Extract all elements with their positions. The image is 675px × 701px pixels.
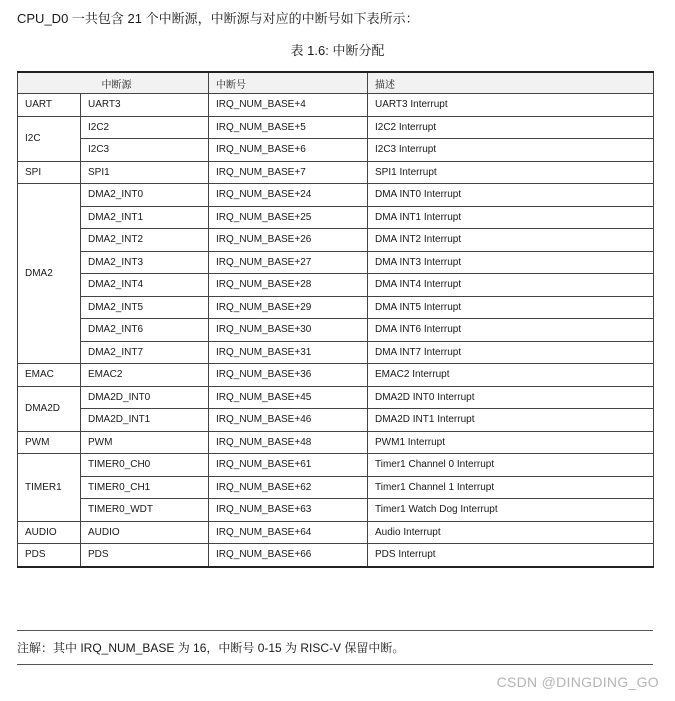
note-top-rule — [17, 630, 653, 631]
table-row — [18, 251, 654, 274]
table-header-row — [18, 72, 654, 94]
table-row — [18, 431, 654, 454]
irq-number-cell: IRQ_NUM_BASE+31 — [209, 341, 368, 364]
table-row — [18, 229, 654, 252]
source-cell: DMA2_INT2 — [81, 229, 209, 252]
source-cell: DMA2_INT3 — [81, 251, 209, 274]
group-cell: I2C — [18, 116, 81, 161]
description-cell: DMA2D INT0 Interrupt — [368, 386, 654, 409]
description-cell: Audio Interrupt — [368, 521, 654, 544]
group-cell: DMA2 — [18, 184, 81, 364]
description-cell: Timer1 Channel 1 Interrupt — [368, 476, 654, 499]
irq-number-cell: IRQ_NUM_BASE+64 — [209, 521, 368, 544]
irq-number-cell: IRQ_NUM_BASE+6 — [209, 139, 368, 162]
source-cell: DMA2_INT0 — [81, 184, 209, 207]
intro-text: CPU_D0 一共包含 21 个中断源，中断源与对应的中断号如下表所示： — [17, 11, 419, 26]
table-row — [18, 184, 654, 207]
header-source: 中断源 — [18, 72, 209, 94]
description-cell: DMA INT1 Interrupt — [368, 206, 654, 229]
description-cell: DMA INT4 Interrupt — [368, 274, 654, 297]
description-cell: Timer1 Channel 0 Interrupt — [368, 454, 654, 477]
table-row — [18, 94, 654, 117]
source-cell: TIMER0_CH1 — [81, 476, 209, 499]
table-row — [18, 139, 654, 162]
table-row — [18, 274, 654, 297]
table-row — [18, 206, 654, 229]
irq-number-cell: IRQ_NUM_BASE+7 — [209, 161, 368, 184]
irq-number-cell: IRQ_NUM_BASE+61 — [209, 454, 368, 477]
source-cell: DMA2_INT6 — [81, 319, 209, 342]
header-description: 描述 — [368, 72, 654, 94]
irq-number-cell: IRQ_NUM_BASE+46 — [209, 409, 368, 432]
table-body — [18, 94, 654, 567]
group-cell: PDS — [18, 544, 81, 567]
source-cell: SPI1 — [81, 161, 209, 184]
source-cell: DMA2_INT4 — [81, 274, 209, 297]
description-cell: UART3 Interrupt — [368, 94, 654, 117]
table-row — [18, 341, 654, 364]
header-number: 中断号 — [209, 72, 368, 94]
irq-number-cell: IRQ_NUM_BASE+24 — [209, 184, 368, 207]
irq-number-cell: IRQ_NUM_BASE+63 — [209, 499, 368, 522]
source-cell: TIMER0_CH0 — [81, 454, 209, 477]
irq-number-cell: IRQ_NUM_BASE+29 — [209, 296, 368, 319]
description-cell: DMA INT3 Interrupt — [368, 251, 654, 274]
description-cell: DMA INT7 Interrupt — [368, 341, 654, 364]
source-cell: DMA2D_INT0 — [81, 386, 209, 409]
table-row — [18, 161, 654, 184]
irq-number-cell: IRQ_NUM_BASE+5 — [209, 116, 368, 139]
table-row — [18, 386, 654, 409]
description-cell: Timer1 Watch Dog Interrupt — [368, 499, 654, 522]
description-cell: DMA2D INT1 Interrupt — [368, 409, 654, 432]
description-cell: DMA INT5 Interrupt — [368, 296, 654, 319]
group-cell: AUDIO — [18, 521, 81, 544]
description-cell: SPI1 Interrupt — [368, 161, 654, 184]
irq-number-cell: IRQ_NUM_BASE+26 — [209, 229, 368, 252]
irq-number-cell: IRQ_NUM_BASE+4 — [209, 94, 368, 117]
group-cell: EMAC — [18, 364, 81, 387]
source-cell: I2C3 — [81, 139, 209, 162]
irq-number-cell: IRQ_NUM_BASE+30 — [209, 319, 368, 342]
description-cell: PWM1 Interrupt — [368, 431, 654, 454]
irq-number-cell: IRQ_NUM_BASE+48 — [209, 431, 368, 454]
source-cell: TIMER0_WDT — [81, 499, 209, 522]
irq-number-cell: IRQ_NUM_BASE+66 — [209, 544, 368, 567]
irq-number-cell: IRQ_NUM_BASE+36 — [209, 364, 368, 387]
description-cell: I2C3 Interrupt — [368, 139, 654, 162]
table-row — [18, 116, 654, 139]
table-caption: 表 1.6: 中断分配 — [290, 43, 385, 58]
description-cell: DMA INT6 Interrupt — [368, 319, 654, 342]
description-cell: DMA INT2 Interrupt — [368, 229, 654, 252]
source-cell: DMA2_INT7 — [81, 341, 209, 364]
table-row — [18, 521, 654, 544]
irq-number-cell: IRQ_NUM_BASE+28 — [209, 274, 368, 297]
irq-number-cell: IRQ_NUM_BASE+27 — [209, 251, 368, 274]
irq-number-cell: IRQ_NUM_BASE+45 — [209, 386, 368, 409]
source-cell: PDS — [81, 544, 209, 567]
description-cell: EMAC2 Interrupt — [368, 364, 654, 387]
irq-number-cell: IRQ_NUM_BASE+25 — [209, 206, 368, 229]
table-row — [18, 544, 654, 567]
group-cell: PWM — [18, 431, 81, 454]
source-cell: UART3 — [81, 94, 209, 117]
description-cell: DMA INT0 Interrupt — [368, 184, 654, 207]
table-row — [18, 409, 654, 432]
watermark: CSDN @DINGDING_GO — [496, 674, 659, 690]
interrupt-table — [17, 71, 654, 568]
note-bottom-rule — [17, 664, 653, 665]
table-row — [18, 499, 654, 522]
table-row — [18, 296, 654, 319]
source-cell: DMA2_INT5 — [81, 296, 209, 319]
source-cell: I2C2 — [81, 116, 209, 139]
irq-number-cell: IRQ_NUM_BASE+62 — [209, 476, 368, 499]
source-cell: PWM — [81, 431, 209, 454]
group-cell: TIMER1 — [18, 454, 81, 522]
table-row — [18, 364, 654, 387]
group-cell: DMA2D — [18, 386, 81, 431]
note-text: 注解：其中 IRQ_NUM_BASE 为 16，中断号 0-15 为 RISC-V 保留中断。 — [17, 641, 405, 655]
table-row — [18, 476, 654, 499]
source-cell: AUDIO — [81, 521, 209, 544]
source-cell: DMA2D_INT1 — [81, 409, 209, 432]
description-cell: PDS Interrupt — [368, 544, 654, 567]
group-cell: SPI — [18, 161, 81, 184]
source-cell: DMA2_INT1 — [81, 206, 209, 229]
source-cell: EMAC2 — [81, 364, 209, 387]
table-row — [18, 319, 654, 342]
group-cell: UART — [18, 94, 81, 117]
table-row — [18, 454, 654, 477]
description-cell: I2C2 Interrupt — [368, 116, 654, 139]
